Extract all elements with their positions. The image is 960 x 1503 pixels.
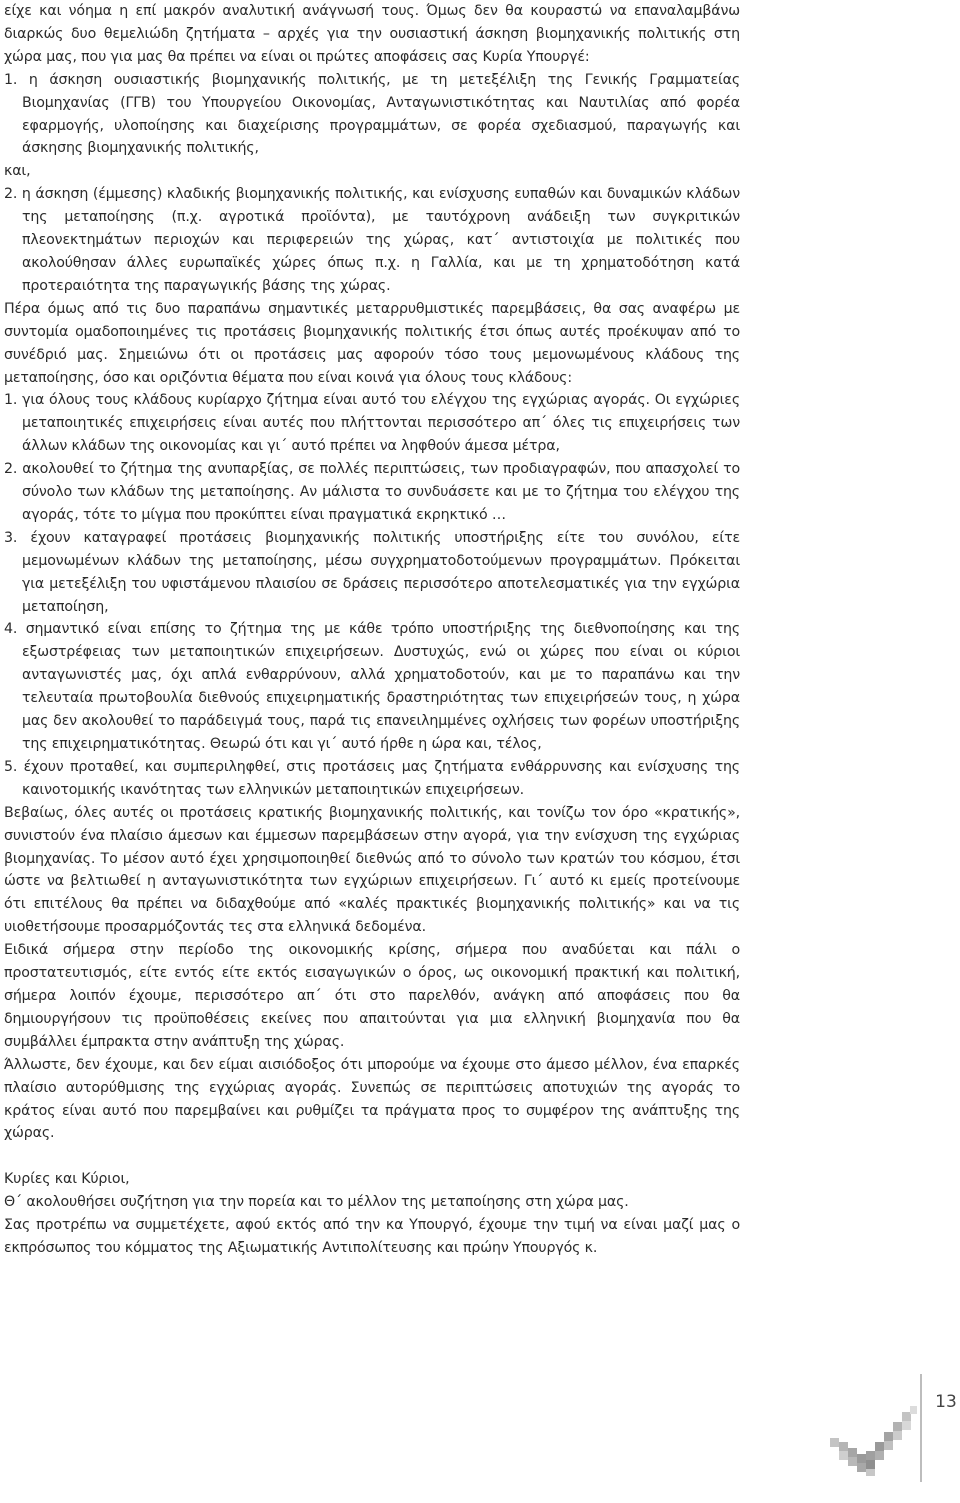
paragraph-invitation: Σας προτρέπω να συμμετέχετε, αφού εκτός από την κα Υπουργό, έχουμε την τιμή να είναι μαζί μας ο εκπρόσωπος του κόμματος της Αξιωματικής Αντιπολίτευσης και πρώην Υπουργός κ. bbox=[4, 1217, 740, 1257]
proposal-item-4: 4. σημαντικό είναι επίσης το ζήτημα της με κάθε τρόπο υποστήριξης της διεθνοποίησης και της εξωστρέφειας των μεταποιητικών επιχειρήσεων. Δυστυχώς, ενώ οι χώρες που είναι οι κύριοι ανταγωνιστές μας, όχι απλά ενθαρρύνουν, αλλά χρηματοδοτούν, και με το παραπάνω και την τελευταία πρωτοβουλία διεθνούς επιχειρηματικής δραστηριότητας των επιχειρήσεών τους, η χώρα μας δεν ακολουθεί το παράδειγμά τους, παρά τις επανειλημμένες οχλήσεις των φορέων υποστήριξης της επιχειρηματικότητας. Θεωρώ ότι και γι΄ αυτό ήρθε η ώρα και, τέλος, bbox=[4, 621, 740, 752]
proposal-item-3: 3. έχουν καταγραφεί προτάσεις βιομηχανικής πολιτικής υποστήριξης είτε του συνόλου, είτε μεμονωμένων κλάδων της μεταποίησης, μέσω συγχρηματοδοτούμενων προγραμμάτων. Πρόκειται για μετεξέλιξη του υφιστάμενου πλαισίου σε δράσεις περισσότερο αποτελεσματικές για την εγχώρια μεταποίηση, bbox=[4, 529, 740, 615]
paragraph-intro: είχε και νόημα η επί μακρόν αναλυτική ανάγνωσή τους. Όμως δεν θα κουραστώ να επαναλαμβάνω διαρκώς δυο θεμελιώδη ζητήματα – αρχές για την ουσιαστική άσκηση βιομηχανικής πολιτικής στη χώρα μας, που για μας θα πρέπει να είναι οι πρώτες αποφάσεις σας Κυρία Υπουργέ: bbox=[4, 3, 740, 65]
page-number-divider bbox=[920, 1374, 922, 1482]
checkmark-icon bbox=[828, 1404, 918, 1478]
proposal-item-2: 2. ακολουθεί το ζήτημα της ανυπαρξίας, σε πολλές περιπτώσεις, των προδιαγραφών, που απασχολεί το σύνολο των κλάδων της μεταποίησης. Αν μάλιστα το συνδυάσετε και με το ζήτημα του ελέγχου της αγοράς, τότε το μίγμα που προκύπτει είναι πραγματικά εκρηκτικό … bbox=[4, 461, 740, 523]
page-number: 13 bbox=[935, 1392, 957, 1412]
body-text bbox=[4, 0, 740, 1260]
list-item-1: 1. η άσκηση ουσιαστικής βιομηχανικής πολιτικής, με τη μετεξέλιξη της Γενικής Γραμματείας Βιομηχανίας (ΓΓΒ) του Υπουργείου Οικονομίας, Ανταγωνιστικότητας και Ναυτιλίας από φορέα εφαρμογής, υλοποίησης και διαχείρισης προγραμμάτων, σε φορέα σχεδιασμού, παραγωγής και άσκησης βιομηχανικής πολιτικής, bbox=[4, 71, 740, 157]
proposal-item-1: 1. για όλους τους κλάδους κυρίαρχο ζήτημα είναι αυτό του ελέγχου της εγχώριας αγοράς. Οι εγχώριες μεταποιητικές επιχειρήσεις είναι αυτές που πλήττονται περισσότερο απ΄ όλες τις επιχειρήσεις των άλλων κλάδων της οικονομίας και γι΄ αυτό πρέπει να ληφθούν άμεσα μέτρα, bbox=[4, 392, 740, 455]
paragraph-market: Άλλωστε, δεν έχουμε, και δεν είμαι αισιόδοξος ότι μπορούμε να έχουμε στο άμεσο μέλλον, ένα επαρκές πλαίσιο αυτορύθμισης της εγχώριας αγοράς. Συνεπώς σε περιπτώσεις αποτυχιών της αγοράς το κράτος είναι αυτό που παρεμβαίνει και ρυθμίζει τα πράγματα προς το συμφέρον της ανάπτυξης της χώρας. bbox=[4, 1056, 740, 1142]
paragraph-discussion: Θ΄ ακολουθήσει συζήτηση για την πορεία και το μέλλον της μεταποίησης στη χώρα μας. bbox=[4, 1194, 629, 1211]
salutation: Κυρίες και Κύριοι, bbox=[4, 1171, 130, 1188]
paragraph-kai: και, bbox=[4, 163, 31, 180]
paragraph-state-policy: Βεβαίως, όλες αυτές οι προτάσεις κρατικής βιομηχανικής πολιτικής, και τονίζω τον όρο «κρατικής», συνιστούν ένα πλαίσιο άμεσων και έμμεσων παρεμβάσεων στην αγορά, για την ενίσχυση της εγχώριας βιομηχανίας. Το μέσον αυτό έχει χρησιμοποιηθεί διεθνώς από το σύνολο των κρατών του κόσμου, έτσι ώστε να βελτιωθεί η ανταγωνιστικότητα των εγχώριων επιχειρήσεων. Γι΄ αυτό κι εμείς προτείνουμε ότι επιτέλους θα πρέπει να διδαχθούμε από «καλές πρακτικές βιομηχανικής πολιτικής» και να τις υιοθετήσουμε προσαρμόζοντάς τες στα ελληνικά δεδομένα. bbox=[4, 804, 740, 936]
paragraph-crisis: Ειδικά σήμερα στην περίοδο της οικονομικής κρίσης, σήμερα που αναδύεται και πάλι ο προστατευτισμός, είτε εντός είτε εκτός εισαγωγικών ο όρος, ως οικονομική πρακτική και πολιτική, σήμερα λοιπόν έχουμε, περισσότερο απ΄ ότι στο παρελθόν, ανάγκη από αποφάσεις που θα δημιουργήσουν τις προϋποθέσεις εκείνες που απαιτούνται για μια ελληνική βιομηχανία που θα συμβάλλει έμπρακτα στην ανάπτυξη της χώρας. bbox=[4, 942, 740, 1050]
paragraph-proposals-intro: Πέρα όμως από τις δυο παραπάνω σημαντικές μεταρρυθμιστικές παρεμβάσεις, θα σας αναφέρω με συντομία ομαδοποιημένες τις προτάσεις βιομηχανικής πολιτικής έτσι όπως αυτές προέκυψαν από το συνέδριό μας. Σημειώνω ότι οι προτάσεις μας αφορούν τόσο τους μεμονωμένους κλάδους της μεταποίησης, όσο και οριζόντια θέματα που είναι κοινά για όλους τους κλάδους: bbox=[4, 300, 740, 386]
proposal-item-5: 5. έχουν προταθεί, και συμπεριληφθεί, στις προτάσεις μας ζητήματα ενθάρρυνσης και ενίσχυσης της καινοτομικής ικανότητας των ελληνικών μεταποιητικών επιχειρήσεων. bbox=[4, 758, 740, 798]
list-item-2: 2. η άσκηση (έμμεσης) κλαδικής βιομηχανικής πολιτικής, και ενίσχυσης ευπαθών και δυναμικών κλάδων της μεταποίησης (π.χ. αγροτικά προϊόντα), με ταυτόχρονη ανάδειξη των συγκριτικών πλεονεκτημάτων περιοχών και περιφερειών της χώρας, κατ΄ αντιστοιχία με πολιτικές που ακολούθησαν άλλες ευρωπαϊκές χώρες όπως π.χ. η Γαλλία, και με τη χρηματοδότηση κατά προτεραιότητα της παραγωγικής βάσης της χώρας. bbox=[4, 186, 740, 294]
